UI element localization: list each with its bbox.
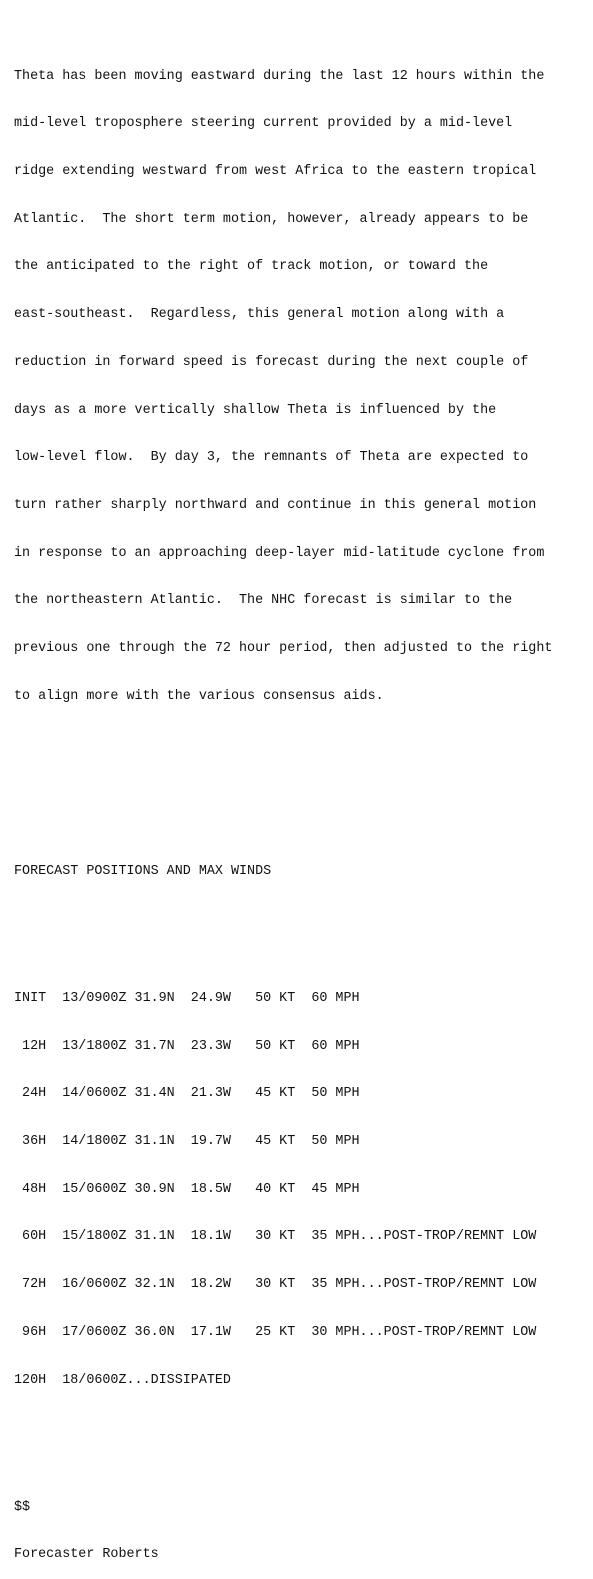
spacer — [14, 816, 552, 832]
discussion-line: mid-level troposphere steering current provided by a mid-level — [14, 116, 513, 132]
spacer — [14, 768, 552, 784]
forecast-row: 96H 17/0600Z 36.0N 17.1W 25 KT 30 MPH...POST-TROP/REMNT LOW — [14, 1324, 537, 1340]
forecast-row: 24H 14/0600Z 31.4N 21.3W 45 KT 50 MPH — [14, 1086, 360, 1102]
discussion-line: Theta has been moving eastward during the last 12 hours within the — [14, 68, 545, 84]
discussion-line: previous one through the 72 hour period, then adjusted to the right — [14, 641, 553, 657]
discussion-line: days as a more vertically shallow Theta is influenced by the — [14, 402, 497, 418]
forecaster-signature: Forecaster Roberts — [14, 1547, 159, 1563]
forecast-heading: FORECAST POSITIONS AND MAX WINDS — [14, 863, 272, 879]
discussion-paragraph — [14, 37, 552, 737]
discussion-line: east-southeast. Regardless, this general motion along with a — [14, 307, 505, 323]
forecast-row: 72H 16/0600Z 32.1N 18.2W 30 KT 35 MPH...POST-TROP/REMNT LOW — [14, 1277, 537, 1293]
spacer — [14, 1452, 552, 1468]
end-marker: $$ — [14, 1499, 31, 1515]
discussion-line: ridge extending westward from west Africa to the eastern tropical — [14, 164, 537, 180]
forecast-row: 60H 15/1800Z 31.1N 18.1W 30 KT 35 MPH...POST-TROP/REMNT LOW — [14, 1229, 537, 1245]
discussion-line: turn rather sharply northward and continue in this general motion — [14, 497, 537, 513]
forecast-row: INIT 13/0900Z 31.9N 24.9W 50 KT 60 MPH — [14, 990, 360, 1006]
discussion-line: in response to an approaching deep-layer mid-latitude cyclone from — [14, 545, 545, 561]
discussion-line: low-level flow. By day 3, the remnants of Theta are expected to — [14, 450, 529, 466]
spacer — [14, 911, 552, 927]
discussion-line: the northeastern Atlantic. The NHC forecast is similar to the — [14, 593, 513, 609]
discussion-line: to align more with the various consensus aids. — [14, 688, 384, 704]
discussion-line: Atlantic. The short term motion, however, already appears to be — [14, 211, 529, 227]
forecast-row: 36H 14/1800Z 31.1N 19.7W 45 KT 50 MPH — [14, 1134, 360, 1150]
forecast-table — [14, 959, 552, 1420]
discussion-line: the anticipated to the right of track motion, or toward the — [14, 259, 489, 275]
discussion-line: reduction in forward speed is forecast during the next couple of — [14, 354, 529, 370]
advisory-text — [14, 5, 552, 1579]
forecast-row: 120H 18/0600Z...DISSIPATED — [14, 1372, 231, 1388]
forecast-row: 12H 13/1800Z 31.7N 23.3W 50 KT 60 MPH — [14, 1038, 360, 1054]
forecast-row: 48H 15/0600Z 30.9N 18.5W 40 KT 45 MPH — [14, 1181, 360, 1197]
